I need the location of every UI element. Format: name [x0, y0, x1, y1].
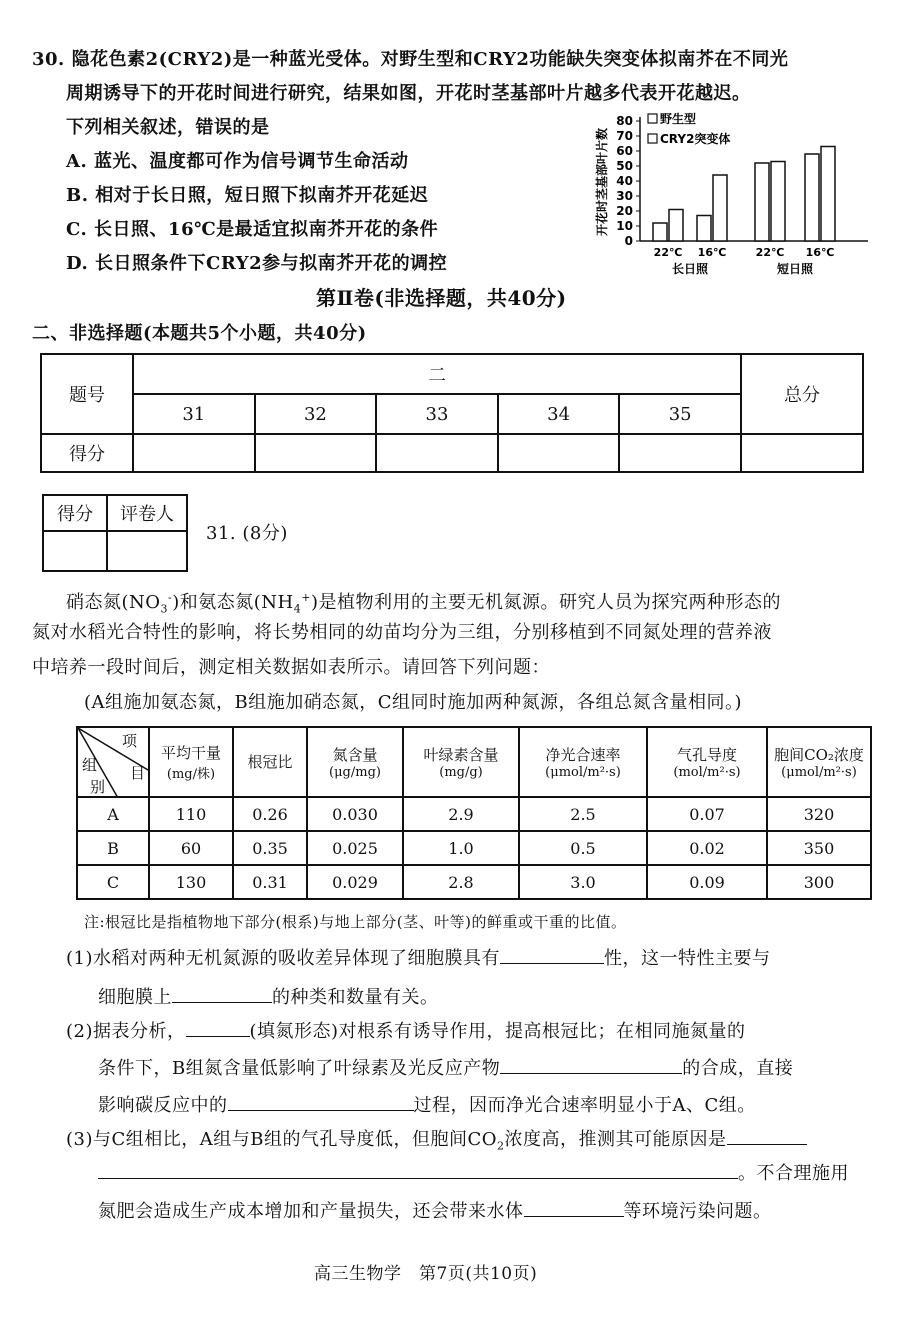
q31-sub1-line1: (1)水稻对两种无机氮源的吸收差异体现了细胞膜具有 性，这一特性主要与 — [66, 945, 771, 971]
group-label-long-day: 长日照 — [671, 262, 709, 276]
answer-blank-4[interactable] — [500, 1055, 682, 1074]
x-tick-label: 22℃ — [755, 246, 785, 259]
x-tick-label: 16℃ — [697, 246, 727, 259]
table-cell: 2.9 — [403, 797, 519, 831]
score-cell-32[interactable] — [255, 434, 377, 472]
y-tick-label: 30 — [616, 189, 633, 203]
y-tick-label: 60 — [616, 144, 633, 158]
legend-label: 野生型 — [660, 112, 697, 126]
table-cell: 2.5 — [519, 797, 647, 831]
group-label-short-day: 短日照 — [776, 262, 814, 276]
legend-label: CRY2突变体 — [660, 132, 731, 146]
table-cell: 300 — [767, 865, 871, 899]
y-tick-label: 40 — [616, 174, 633, 188]
q31-sub2-line1: (2)据表分析， (填氮形态)对根系有诱导作用，提高根冠比；在相同施氮量的 — [66, 1018, 746, 1044]
q31-para1: 硝态氮$(NO_3^-)$和氨态氮$(NH_4^+)$是植物利用的主要无机氮源。研究人员为探究两种形态的 — [66, 591, 781, 616]
bar-wildtype — [755, 163, 769, 241]
score-table-tihao: 题号 — [41, 354, 133, 434]
score-table — [40, 353, 864, 473]
table-cell: 0.07 — [647, 797, 767, 831]
q31-heading: 31. (8分) — [206, 523, 288, 544]
table-cell: 3.0 — [519, 865, 647, 899]
table-cell: 0.26 — [233, 797, 307, 831]
q31-sub3-line2: 。不合理施用 — [98, 1160, 849, 1186]
q30-option-c: C. 长日照、16℃是最适宜拟南芥开花的条件 — [66, 219, 439, 240]
answer-blank-6a[interactable] — [727, 1126, 807, 1145]
score-cell-34[interactable] — [498, 434, 620, 472]
answer-blank-6b[interactable] — [98, 1160, 738, 1179]
table-cell: 0.030 — [307, 797, 403, 831]
bar-chart — [588, 108, 878, 293]
y-tick-label: 20 — [616, 204, 633, 218]
table-note: 注:根冠比是指植物地下部分(根系)与地上部分(茎、叶等)的鲜重或干重的比值。 — [84, 913, 627, 931]
answer-blank-3[interactable] — [186, 1018, 250, 1037]
bar-cry2-mutant — [713, 175, 727, 241]
data-table-corner — [77, 727, 149, 797]
y-tick-label: 50 — [616, 159, 633, 173]
bar-cry2-mutant — [669, 210, 683, 242]
score-table-num-34: 34 — [498, 394, 620, 434]
legend-swatch — [648, 134, 657, 143]
bar-wildtype — [653, 223, 667, 241]
table-cell: 0.025 — [307, 831, 403, 865]
table-cell: 1.0 — [403, 831, 519, 865]
section2-subtitle: 二、非选择题(本题共5个小题，共40分) — [32, 323, 367, 344]
q30-option-a: A. 蓝光、温度都可作为信号调节生命活动 — [66, 151, 409, 172]
q31-sub2-line3: 影响碳反应中的 过程，因而净光合速率明显小于A、C组。 — [98, 1092, 756, 1118]
row-group: C — [77, 865, 149, 899]
page-footer: 高三生物学 第7页(共10页) — [314, 1264, 538, 1284]
score-table-part: 二 — [133, 354, 741, 394]
q30-line2: 周期诱导下的开花时间进行研究，结果如图，开花时茎基部叶片越多代表开花越迟。 — [66, 83, 751, 104]
corner-left1: 组 — [82, 756, 98, 774]
table-cell: 0.02 — [647, 831, 767, 865]
bar-cry2-mutant — [821, 147, 835, 242]
table-cell: 0.35 — [233, 831, 307, 865]
grader-defen-label: 得分 — [43, 495, 107, 531]
score-cell-31[interactable] — [133, 434, 255, 472]
score-table-total: 总分 — [741, 354, 863, 434]
section2-title: 第Ⅱ卷(非选择题，共40分) — [316, 286, 567, 310]
y-axis-label: 开花时茎基部叶片数 — [595, 127, 609, 237]
table-cell: 0.029 — [307, 865, 403, 899]
table-cell: 2.8 — [403, 865, 519, 899]
answer-blank-5[interactable] — [228, 1092, 414, 1111]
data-table — [76, 726, 872, 900]
bar-wildtype — [805, 154, 819, 241]
score-cell-35[interactable] — [619, 434, 741, 472]
table-cell: 0.09 — [647, 865, 767, 899]
q30-stem: 下列相关叙述，错误的是 — [66, 117, 270, 138]
score-table-num-33: 33 — [376, 394, 498, 434]
q31-para3: 中培养一段时间后，测定相关数据如表所示。请回答下列问题： — [32, 657, 550, 678]
grader-pingjuan-label: 评卷人 — [107, 495, 187, 531]
grader-name-cell[interactable] — [107, 531, 187, 571]
q30-line1: 30. 隐花色素2(CRY2)是一种蓝光受体。对野生型和CRY2功能缺失突变体拟南芥在不同光 — [32, 49, 789, 70]
table-row — [77, 831, 871, 865]
y-tick-label: 70 — [616, 129, 633, 143]
q31-sub2-line2: 条件下，B组氮含量低影响了叶绿素及光反应产物 的合成，直接 — [98, 1055, 793, 1081]
table-row — [77, 865, 871, 899]
q31-para4: (A组施加氨态氮，B组施加硝态氮，C组同时施加两种氮源，各组总氮含量相同。) — [84, 692, 743, 713]
q31-sub1-line2: 细胞膜上 的种类和数量有关。 — [98, 984, 439, 1010]
bar-wildtype — [697, 216, 711, 242]
row-group: B — [77, 831, 149, 865]
score-cell-total[interactable] — [741, 434, 863, 472]
col-header-chlorophyll: 叶绿素含量 (mg/g) — [403, 727, 519, 797]
corner-mid: 目 — [130, 764, 146, 782]
answer-blank-7[interactable] — [524, 1198, 624, 1217]
answer-blank-1[interactable] — [500, 945, 604, 964]
y-tick-label: 80 — [616, 114, 633, 128]
table-cell: 130 — [149, 865, 233, 899]
x-tick-label: 16℃ — [805, 246, 835, 259]
score-cell-33[interactable] — [376, 434, 498, 472]
answer-blank-2[interactable] — [172, 984, 272, 1003]
col-header-net-photosynthesis: 净光合速率 (μmol/m²·s) — [519, 727, 647, 797]
x-tick-label: 22℃ — [653, 246, 683, 259]
table-cell: 350 — [767, 831, 871, 865]
score-table-defen: 得分 — [41, 434, 133, 472]
table-cell: 110 — [149, 797, 233, 831]
score-table-num-35: 35 — [619, 394, 741, 434]
col-header-nitrogen: 氮含量 (μg/mg) — [307, 727, 403, 797]
table-cell: 0.31 — [233, 865, 307, 899]
grader-box — [42, 494, 188, 572]
q30-option-d: D. 长日照条件下CRY2参与拟南芥开花的调控 — [66, 253, 448, 274]
table-cell: 320 — [767, 797, 871, 831]
col-header-root-shoot: 根冠比 — [233, 727, 307, 797]
q31-sub3-line3: 氮肥会造成生产成本增加和产量损失，还会带来水体 等环境污染问题。 — [98, 1198, 772, 1224]
table-row — [77, 797, 871, 831]
col-header-stomatal: 气孔导度 (mol/m²·s) — [647, 727, 767, 797]
legend-swatch — [648, 114, 657, 123]
y-tick-label: 10 — [616, 219, 633, 233]
y-tick-label: 0 — [624, 234, 633, 248]
table-cell: 0.5 — [519, 831, 647, 865]
q31-para2: 氮对水稻光合特性的影响，将长势相同的幼苗均分为三组，分别移植到不同氮处理的营养液 — [32, 622, 772, 643]
table-cell: 60 — [149, 831, 233, 865]
grader-score-cell[interactable] — [43, 531, 107, 571]
bar-cry2-mutant — [771, 162, 785, 242]
q30-option-b: B. 相对于长日照，短日照下拟南芥开花延迟 — [66, 185, 429, 206]
score-table-num-32: 32 — [255, 394, 377, 434]
score-table-num-31: 31 — [133, 394, 255, 434]
row-group: A — [77, 797, 149, 831]
col-header-dry-weight: 平均干量 (mg/株) — [149, 727, 233, 797]
col-header-co2: 胞间CO₂浓度 (μmol/m²·s) — [767, 727, 871, 797]
q31-sub3-line1: (3)与C组相比，A组与B组的气孔导度低，但胞间$CO_2$浓度高，推测其可能原因是 — [66, 1126, 807, 1159]
corner-top: 项 — [122, 732, 138, 750]
corner-left2: 别 — [90, 778, 106, 796]
